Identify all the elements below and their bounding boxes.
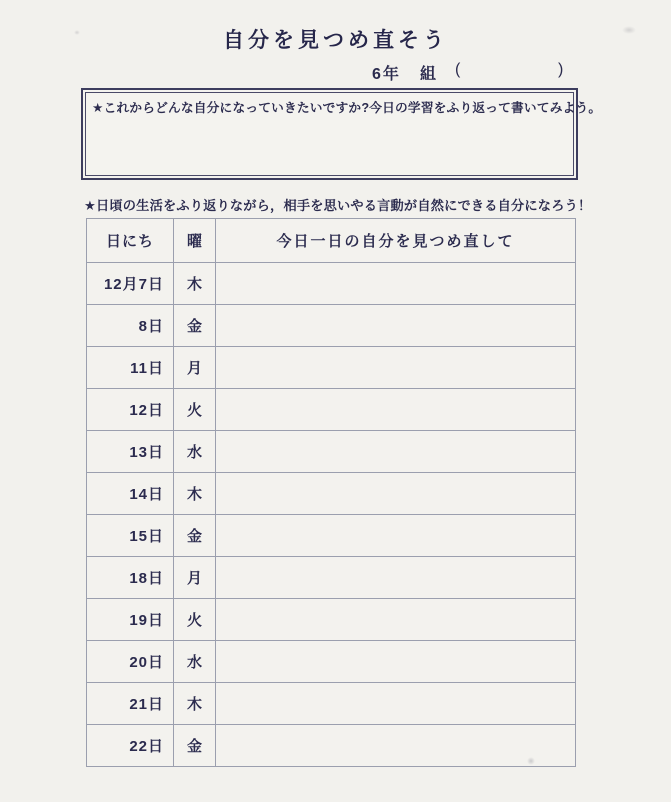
table-row (87, 347, 576, 389)
date-cell: 15日 (87, 515, 174, 557)
table-row (87, 263, 576, 305)
entry-cell (216, 683, 576, 725)
table-row (87, 683, 576, 725)
table-header-row (87, 219, 576, 263)
grade-label: 6年 (372, 66, 401, 83)
date-cell: 8日 (87, 305, 174, 347)
table-row (87, 515, 576, 557)
day-cell: 木 (174, 683, 216, 725)
prompt-box (81, 88, 602, 180)
table-row (87, 725, 576, 767)
entry-cell (216, 557, 576, 599)
day-cell: 月 (174, 347, 216, 389)
date-cell: 21日 (87, 683, 174, 725)
entry-cell (216, 347, 576, 389)
class-label: 組 (420, 66, 437, 83)
entry-cell (216, 599, 576, 641)
prompt-text: ★これからどんな自分になっていきたいですか?今日の学習をふり返って書いてみよう。 (92, 101, 602, 115)
day-cell: 火 (174, 599, 216, 641)
day-cell: 木 (174, 473, 216, 515)
day-cell: 水 (174, 641, 216, 683)
name-blank-paren-close: ) (558, 61, 564, 78)
column-header-date: 日にち (87, 219, 174, 263)
name-blank-paren-open: ( (455, 61, 461, 78)
reflection-table (86, 218, 576, 767)
page-title: 自分を見つめ直そう (223, 29, 448, 52)
column-header-entry: 今日一日の自分を見つめ直して (216, 219, 576, 263)
date-cell: 14日 (87, 473, 174, 515)
date-cell: 12日 (87, 389, 174, 431)
entry-cell (216, 305, 576, 347)
date-cell: 13日 (87, 431, 174, 473)
table-row (87, 599, 576, 641)
day-cell: 金 (174, 515, 216, 557)
date-cell: 20日 (87, 641, 174, 683)
table-row (87, 557, 576, 599)
entry-cell (216, 473, 576, 515)
table-row (87, 473, 576, 515)
reflection-table-body (87, 263, 576, 767)
day-cell: 火 (174, 389, 216, 431)
column-header-day: 曜 (174, 219, 216, 263)
table-row (87, 431, 576, 473)
prompt-answer-area (86, 120, 573, 178)
entry-cell (216, 641, 576, 683)
day-cell: 金 (174, 305, 216, 347)
day-cell: 金 (174, 725, 216, 767)
date-cell: 22日 (87, 725, 174, 767)
day-cell: 水 (174, 431, 216, 473)
entry-cell (216, 263, 576, 305)
entry-cell (216, 515, 576, 557)
table-row (87, 641, 576, 683)
entry-cell (216, 389, 576, 431)
goal-line: ★日頃の生活をふり返りながら，相手を思いやる言動が自然にできる自分になろう！ (84, 198, 592, 213)
date-cell: 19日 (87, 599, 174, 641)
date-cell: 18日 (87, 557, 174, 599)
entry-cell (216, 431, 576, 473)
date-cell: 11日 (87, 347, 174, 389)
date-cell: 12月7日 (87, 263, 174, 305)
day-cell: 月 (174, 557, 216, 599)
day-cell: 木 (174, 263, 216, 305)
table-row (87, 305, 576, 347)
prompt-box-inner-border (85, 92, 602, 176)
table-row (87, 389, 576, 431)
grade-class-line (0, 61, 671, 85)
entry-cell (216, 725, 576, 767)
